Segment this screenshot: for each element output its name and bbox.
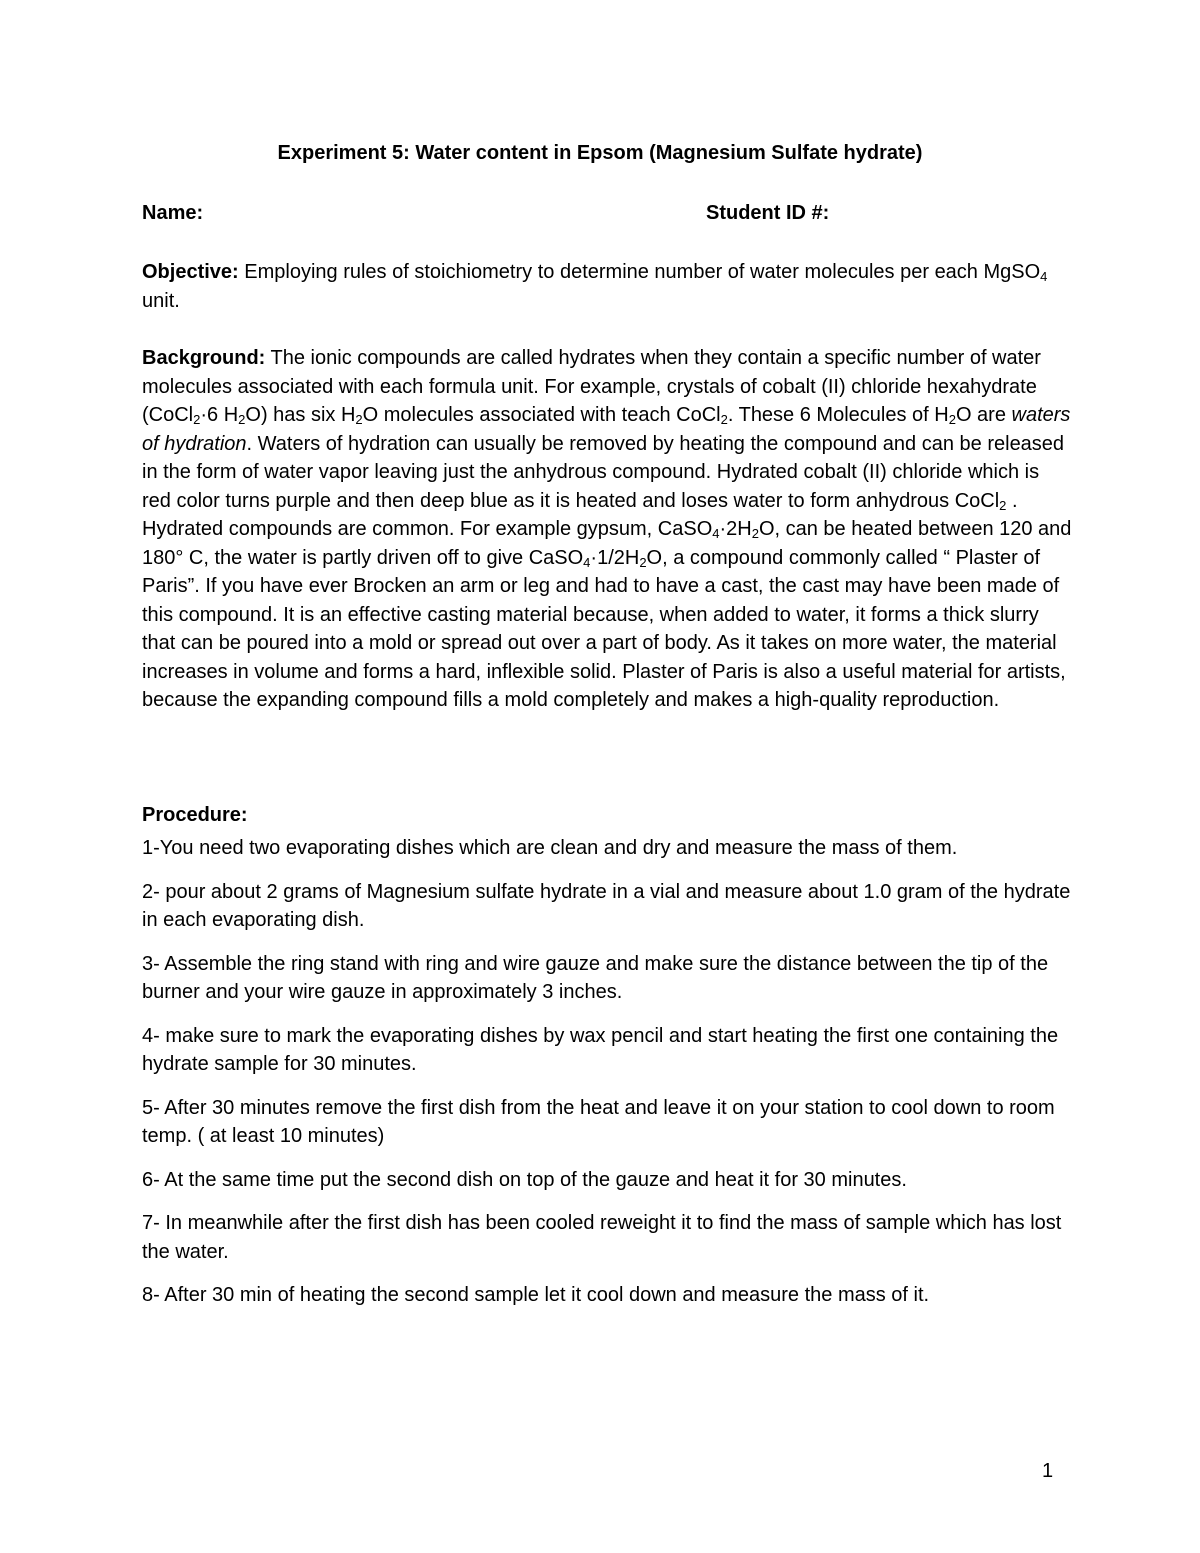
text-run: Hydrated compounds are common. For example gypsum, CaSO <box>142 518 713 540</box>
procedure-step-4: 4- make sure to mark the evaporating dishes by wax pencil and start heating the first one containing the hydrate sample for 30 minutes. <box>142 1024 1059 1075</box>
procedure-heading: Procedure: <box>142 804 248 826</box>
procedure-step-7: 7- In meanwhile after the first dish has been cooled reweight it to find the mass of sample which has lost the water. <box>142 1212 1062 1263</box>
text-run: . Waters of hydration can usually be removed by heating the compound and can be released in the form of water vapor leaving just the anhydrous compound. Hydrated cobalt (II) chloride which is red color turns purple and then deep blue as it is heated and loses water to form anhydrous CoCl <box>142 432 1065 512</box>
text-run: O, can be heated between 120 and 180° C, the water is partly driven off to give CaSO <box>142 518 1072 569</box>
background-section <box>142 344 1072 715</box>
text-run: . <box>1006 489 1018 512</box>
document-title: Experiment 5: Water content in Epsom (Magnesium Sulfate hydrate) <box>277 142 923 164</box>
name-label: Name: <box>142 202 204 224</box>
subscript: 2 <box>639 554 647 570</box>
subscript: 4 <box>583 554 591 570</box>
procedure-step-1: 1-You need two evaporating dishes which are clean and dry and measure the mass of them. <box>142 837 958 859</box>
procedure-step-6: 6- At the same time put the second dish on top of the gauze and heat it for 30 minutes. <box>142 1168 907 1191</box>
page-number: 1 <box>1042 1460 1054 1482</box>
procedure-step-8: 8- After 30 min of heating the second sample let it cool down and measure the mass of it. <box>142 1284 930 1306</box>
procedure-steps <box>142 834 1072 1325</box>
subscript: 2 <box>720 412 728 427</box>
procedure-step-5: 5- After 30 minutes remove the first dish from the heat and leave it on your station to cool down to room temp. ( at least 10 minutes) <box>142 1096 1055 1147</box>
objective-section <box>142 258 1072 315</box>
text-run: The ionic compounds are called hydrates when they contain a specific number of water molecules associated with each formula unit. For example, crystals of cobalt (II) chloride hexahydrate (CoCl <box>142 347 1041 426</box>
text-run: ·2H <box>719 518 752 540</box>
procedure-step-2: 2- pour about 2 grams of Magnesium sulfate hydrate in a vial and measure about 1.0 gram of the hydrate in each evaporating dish. <box>142 880 1071 931</box>
subscript: 2 <box>193 412 201 427</box>
subscript: 2 <box>948 412 956 427</box>
italic-term: waters of hydration <box>142 404 1071 455</box>
subscript: 2 <box>355 412 363 427</box>
text-run: ·1/2H <box>590 546 640 569</box>
objective-text: Employing rules of stoichiometry to determine number of water molecules per each MgSO <box>238 261 1041 283</box>
text-run: ·6 H <box>200 404 239 426</box>
text-run: O, a compound commonly called “ Plaster of Paris”. If you have ever Brocken an arm or leg and had to have a cast, the cast may have been made of this compound. It is an effective casting material because, when added to water, it forms a thick slurry that can be poured into a mold or spread out over a part of body. As it takes on more water, the material increases in volume and forms a hard, inflexible solid. Plaster of Paris is also a useful material for artists, because the expanding compound fills a mold completely and makes a high-quality reproduction. <box>142 546 1066 711</box>
background-paragraph-1 <box>142 344 1072 515</box>
text-run: O are <box>955 404 1012 426</box>
subscript: 4 <box>712 526 720 541</box>
text-run: O) has six H <box>245 404 356 426</box>
student-id-label: Student ID #: <box>706 202 830 224</box>
subscript: 2 <box>238 412 246 427</box>
text-run: . These 6 Molecules of H <box>727 404 949 426</box>
procedure-step-3: 3- Assemble the ring stand with ring and wire gauze and make sure the distance between the tip of the burner and your wire gauze in approximately 3 inches. <box>142 952 1049 1003</box>
background-label: Background: <box>142 347 266 369</box>
subscript: 4 <box>1040 269 1048 284</box>
subscript: 2 <box>751 526 759 541</box>
text-run: O molecules associated with teach CoCl <box>362 404 721 426</box>
background-paragraph-2 <box>142 515 1072 715</box>
objective-text-end: unit. <box>142 289 180 312</box>
objective-label: Objective: <box>142 261 239 283</box>
subscript: 2 <box>999 497 1007 513</box>
